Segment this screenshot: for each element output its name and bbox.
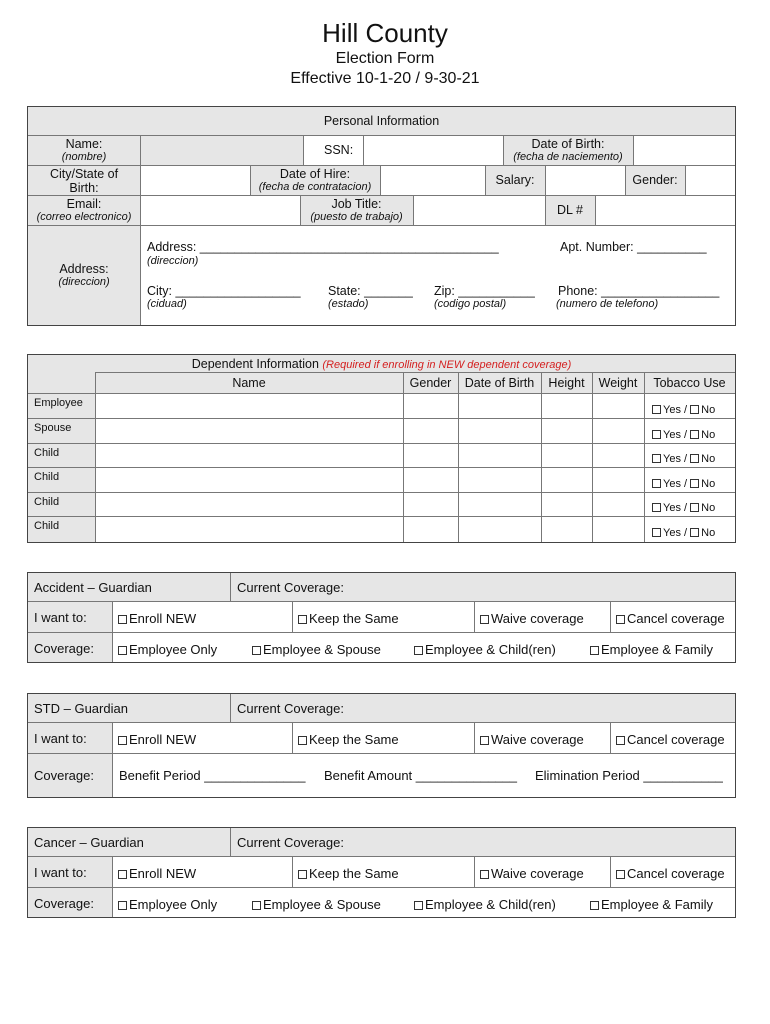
accident-enroll-new[interactable] (118, 611, 196, 626)
employee-family-label: Employee & Family (601, 642, 713, 657)
dl-label: DL # (557, 203, 583, 217)
checkbox[interactable] (118, 870, 127, 879)
waive-label: Waive coverage (491, 866, 584, 881)
row-child-1: Child (34, 447, 60, 459)
accident-waive[interactable] (480, 611, 584, 626)
apt-number-field[interactable]: Apt. Number: __________ (560, 240, 707, 254)
accident-want-label: I want to: (34, 610, 87, 625)
employee-family-label: Employee & Family (601, 897, 713, 912)
std-want-label: I want to: (34, 731, 87, 746)
cancer-employee-family[interactable] (590, 897, 713, 912)
no-label: No (701, 429, 716, 441)
std-current-coverage: Current Coverage: (237, 701, 344, 716)
cancer-employee-only[interactable] (118, 897, 217, 912)
col-gender: Gender (409, 376, 452, 390)
dependent-note: (Required if enrolling in NEW dependent coverage) (322, 359, 572, 371)
std-benefit-amount-field[interactable]: Benefit Amount ______________ (324, 768, 518, 783)
city-sublabel: (ciduad) (147, 298, 187, 310)
col-height: Height (548, 376, 585, 390)
no-checkbox[interactable] (690, 528, 699, 537)
ssn-input[interactable] (365, 138, 501, 162)
name-sublabel: (nombre) (61, 151, 107, 163)
yes-label: Yes / (663, 453, 688, 465)
checkbox[interactable] (118, 901, 127, 910)
form-subtitle: Election Form (335, 50, 435, 67)
employee-children-label: Employee & Child(ren) (425, 897, 556, 912)
checkbox[interactable] (480, 615, 489, 624)
enroll-new-label: Enroll NEW (129, 732, 197, 747)
yes-checkbox[interactable] (652, 528, 661, 537)
accident-cancel[interactable] (616, 611, 725, 626)
std-waive[interactable] (480, 732, 584, 747)
waive-label: Waive coverage (491, 611, 584, 626)
city-state-label-2: Birth: (69, 181, 99, 195)
yes-checkbox[interactable] (652, 430, 661, 439)
std-keep-same[interactable] (298, 732, 399, 747)
col-tobacco: Tobacco Use (653, 376, 726, 390)
employee-children-label: Employee & Child(ren) (425, 642, 556, 657)
checkbox[interactable] (480, 736, 489, 745)
checkbox[interactable] (252, 901, 261, 910)
checkbox[interactable] (118, 615, 127, 624)
row-child-4: Child (34, 520, 60, 532)
cancer-enroll-new[interactable] (118, 866, 196, 881)
cancel-label: Cancel coverage (627, 611, 725, 626)
birthplace-input[interactable] (142, 168, 248, 192)
yes-label: Yes / (663, 478, 688, 490)
accident-employee-spouse[interactable] (252, 642, 381, 657)
yes-checkbox[interactable] (652, 405, 661, 414)
cancer-employee-children[interactable] (414, 897, 556, 912)
no-label: No (701, 453, 716, 465)
tobacco-child-3[interactable] (652, 501, 715, 515)
checkbox[interactable] (118, 646, 127, 655)
yes-label: Yes / (663, 404, 688, 416)
job-title-label: Job Title: (331, 197, 382, 211)
personal-info-title: Personal Information (323, 114, 440, 128)
email-label: Email: (66, 197, 102, 211)
waive-label: Waive coverage (491, 732, 584, 747)
cancer-keep-same[interactable] (298, 866, 399, 881)
accident-coverage-label: Coverage: (34, 641, 94, 656)
checkbox[interactable] (298, 736, 307, 745)
std-title: STD – Guardian (34, 701, 128, 716)
employee-only-label: Employee Only (129, 897, 218, 912)
yes-checkbox[interactable] (652, 503, 661, 512)
tobacco-child-1[interactable] (652, 452, 715, 466)
city-state-label: City/State of (49, 167, 119, 181)
ssn-label: SSN: (324, 143, 354, 157)
keep-same-label: Keep the Same (309, 866, 399, 881)
accident-employee-children[interactable] (414, 642, 556, 657)
row-spouse: Spouse (34, 422, 72, 434)
no-label: No (701, 478, 716, 490)
checkbox[interactable] (590, 646, 599, 655)
doh-label: Date of Hire: (279, 167, 351, 181)
doh-input[interactable] (382, 168, 483, 192)
tobacco-child-4[interactable] (652, 526, 715, 540)
employee-spouse-label: Employee & Spouse (263, 897, 381, 912)
city-field[interactable]: City: __________________ (147, 284, 301, 298)
enroll-new-label: Enroll NEW (129, 611, 197, 626)
checkbox[interactable] (414, 901, 423, 910)
checkbox[interactable] (118, 736, 127, 745)
address-block-label: Address: (59, 262, 109, 276)
cancer-coverage-label: Coverage: (34, 896, 94, 911)
no-checkbox[interactable] (690, 430, 699, 439)
tobacco-child-2[interactable] (652, 477, 715, 491)
no-checkbox[interactable] (690, 479, 699, 488)
cancer-cancel[interactable] (616, 866, 725, 881)
dl-input[interactable] (597, 198, 733, 222)
checkbox[interactable] (252, 646, 261, 655)
enroll-new-label: Enroll NEW (129, 866, 197, 881)
salary-input[interactable] (547, 168, 623, 192)
yes-label: Yes / (663, 502, 688, 514)
row-child-2: Child (34, 471, 60, 483)
cancel-label: Cancel coverage (627, 866, 725, 881)
no-label: No (701, 502, 716, 514)
address-field[interactable]: Address: ___________________________________________ (147, 240, 499, 254)
employee-only-label: Employee Only (129, 642, 218, 657)
std-enroll-new[interactable] (118, 732, 196, 747)
job-title-sublabel: (puesto de trabajo) (310, 211, 403, 223)
job-title-input[interactable] (415, 198, 543, 222)
no-label: No (701, 404, 716, 416)
cancel-label: Cancel coverage (627, 732, 725, 747)
phone-field[interactable]: Phone: _________________ (558, 284, 720, 298)
cancer-employee-spouse[interactable] (252, 897, 381, 912)
yes-label: Yes / (663, 429, 688, 441)
dob-input[interactable] (635, 138, 733, 162)
email-input[interactable] (142, 198, 298, 222)
gender-label: Gender: (632, 173, 678, 187)
cancer-waive[interactable] (480, 866, 584, 881)
state-sublabel: (estado) (328, 298, 369, 310)
std-coverage-label: Coverage: (34, 768, 94, 783)
accident-current-coverage: Current Coverage: (237, 580, 344, 595)
accident-keep-same[interactable] (298, 611, 399, 626)
std-benefit-period-field[interactable]: Benefit Period ______________ (119, 768, 306, 783)
accident-employee-only[interactable] (118, 642, 217, 657)
dob-label: Date of Birth: (531, 137, 605, 151)
gender-input[interactable] (687, 168, 733, 192)
checkbox[interactable] (298, 870, 307, 879)
col-dob: Date of Birth (464, 376, 535, 390)
no-checkbox[interactable] (690, 454, 699, 463)
effective-dates: Effective 10-1-20 / 9-30-21 (290, 70, 480, 87)
no-checkbox[interactable] (690, 503, 699, 512)
cancer-title: Cancer – Guardian (34, 835, 144, 850)
tobacco-employee[interactable] (652, 403, 715, 417)
col-weight: Weight (598, 376, 638, 390)
checkbox[interactable] (616, 736, 625, 745)
checkbox[interactable] (590, 901, 599, 910)
yes-checkbox[interactable] (652, 479, 661, 488)
state-field[interactable]: State: _______ (328, 284, 413, 298)
keep-same-label: Keep the Same (309, 732, 399, 747)
checkbox[interactable] (298, 615, 307, 624)
checkbox[interactable] (480, 870, 489, 879)
row-employee: Employee (34, 397, 83, 409)
yes-label: Yes / (663, 527, 688, 539)
keep-same-label: Keep the Same (309, 611, 399, 626)
accident-employee-family[interactable] (590, 642, 713, 657)
accident-title: Accident – Guardian (34, 580, 152, 595)
salary-label: Salary: (495, 173, 535, 187)
checkbox[interactable] (414, 646, 423, 655)
checkbox[interactable] (616, 870, 625, 879)
dependent-info-title (28, 357, 735, 372)
no-checkbox[interactable] (690, 405, 699, 414)
std-elimination-period-field[interactable]: Elimination Period ___________ (535, 768, 723, 783)
cancer-want-label: I want to: (34, 865, 87, 880)
row-child-3: Child (34, 496, 60, 508)
col-name: Name (232, 376, 266, 390)
tobacco-spouse[interactable] (652, 428, 715, 442)
zip-field[interactable]: Zip: ___________ (434, 284, 535, 298)
name-label: Name: (65, 137, 103, 151)
no-label: No (701, 527, 716, 539)
checkbox[interactable] (616, 615, 625, 624)
name-input[interactable] (170, 138, 300, 162)
dependent-title: Dependent Information (191, 357, 319, 371)
std-cancel[interactable] (616, 732, 725, 747)
page-title: Hill County (322, 18, 448, 48)
doh-sublabel: (fecha de contratacion) (258, 181, 372, 193)
yes-checkbox[interactable] (652, 454, 661, 463)
cancer-current-coverage: Current Coverage: (237, 835, 344, 850)
employee-spouse-label: Employee & Spouse (263, 642, 381, 657)
address-block-sublabel: (direccion) (58, 276, 110, 288)
address-sublabel: (direccion) (147, 255, 199, 267)
zip-sublabel: (codigo postal) (434, 298, 507, 310)
phone-sublabel: (numero de telefono) (556, 298, 659, 310)
email-sublabel: (correo electronico) (36, 211, 132, 223)
dob-sublabel: (fecha de naciemento) (513, 151, 623, 163)
